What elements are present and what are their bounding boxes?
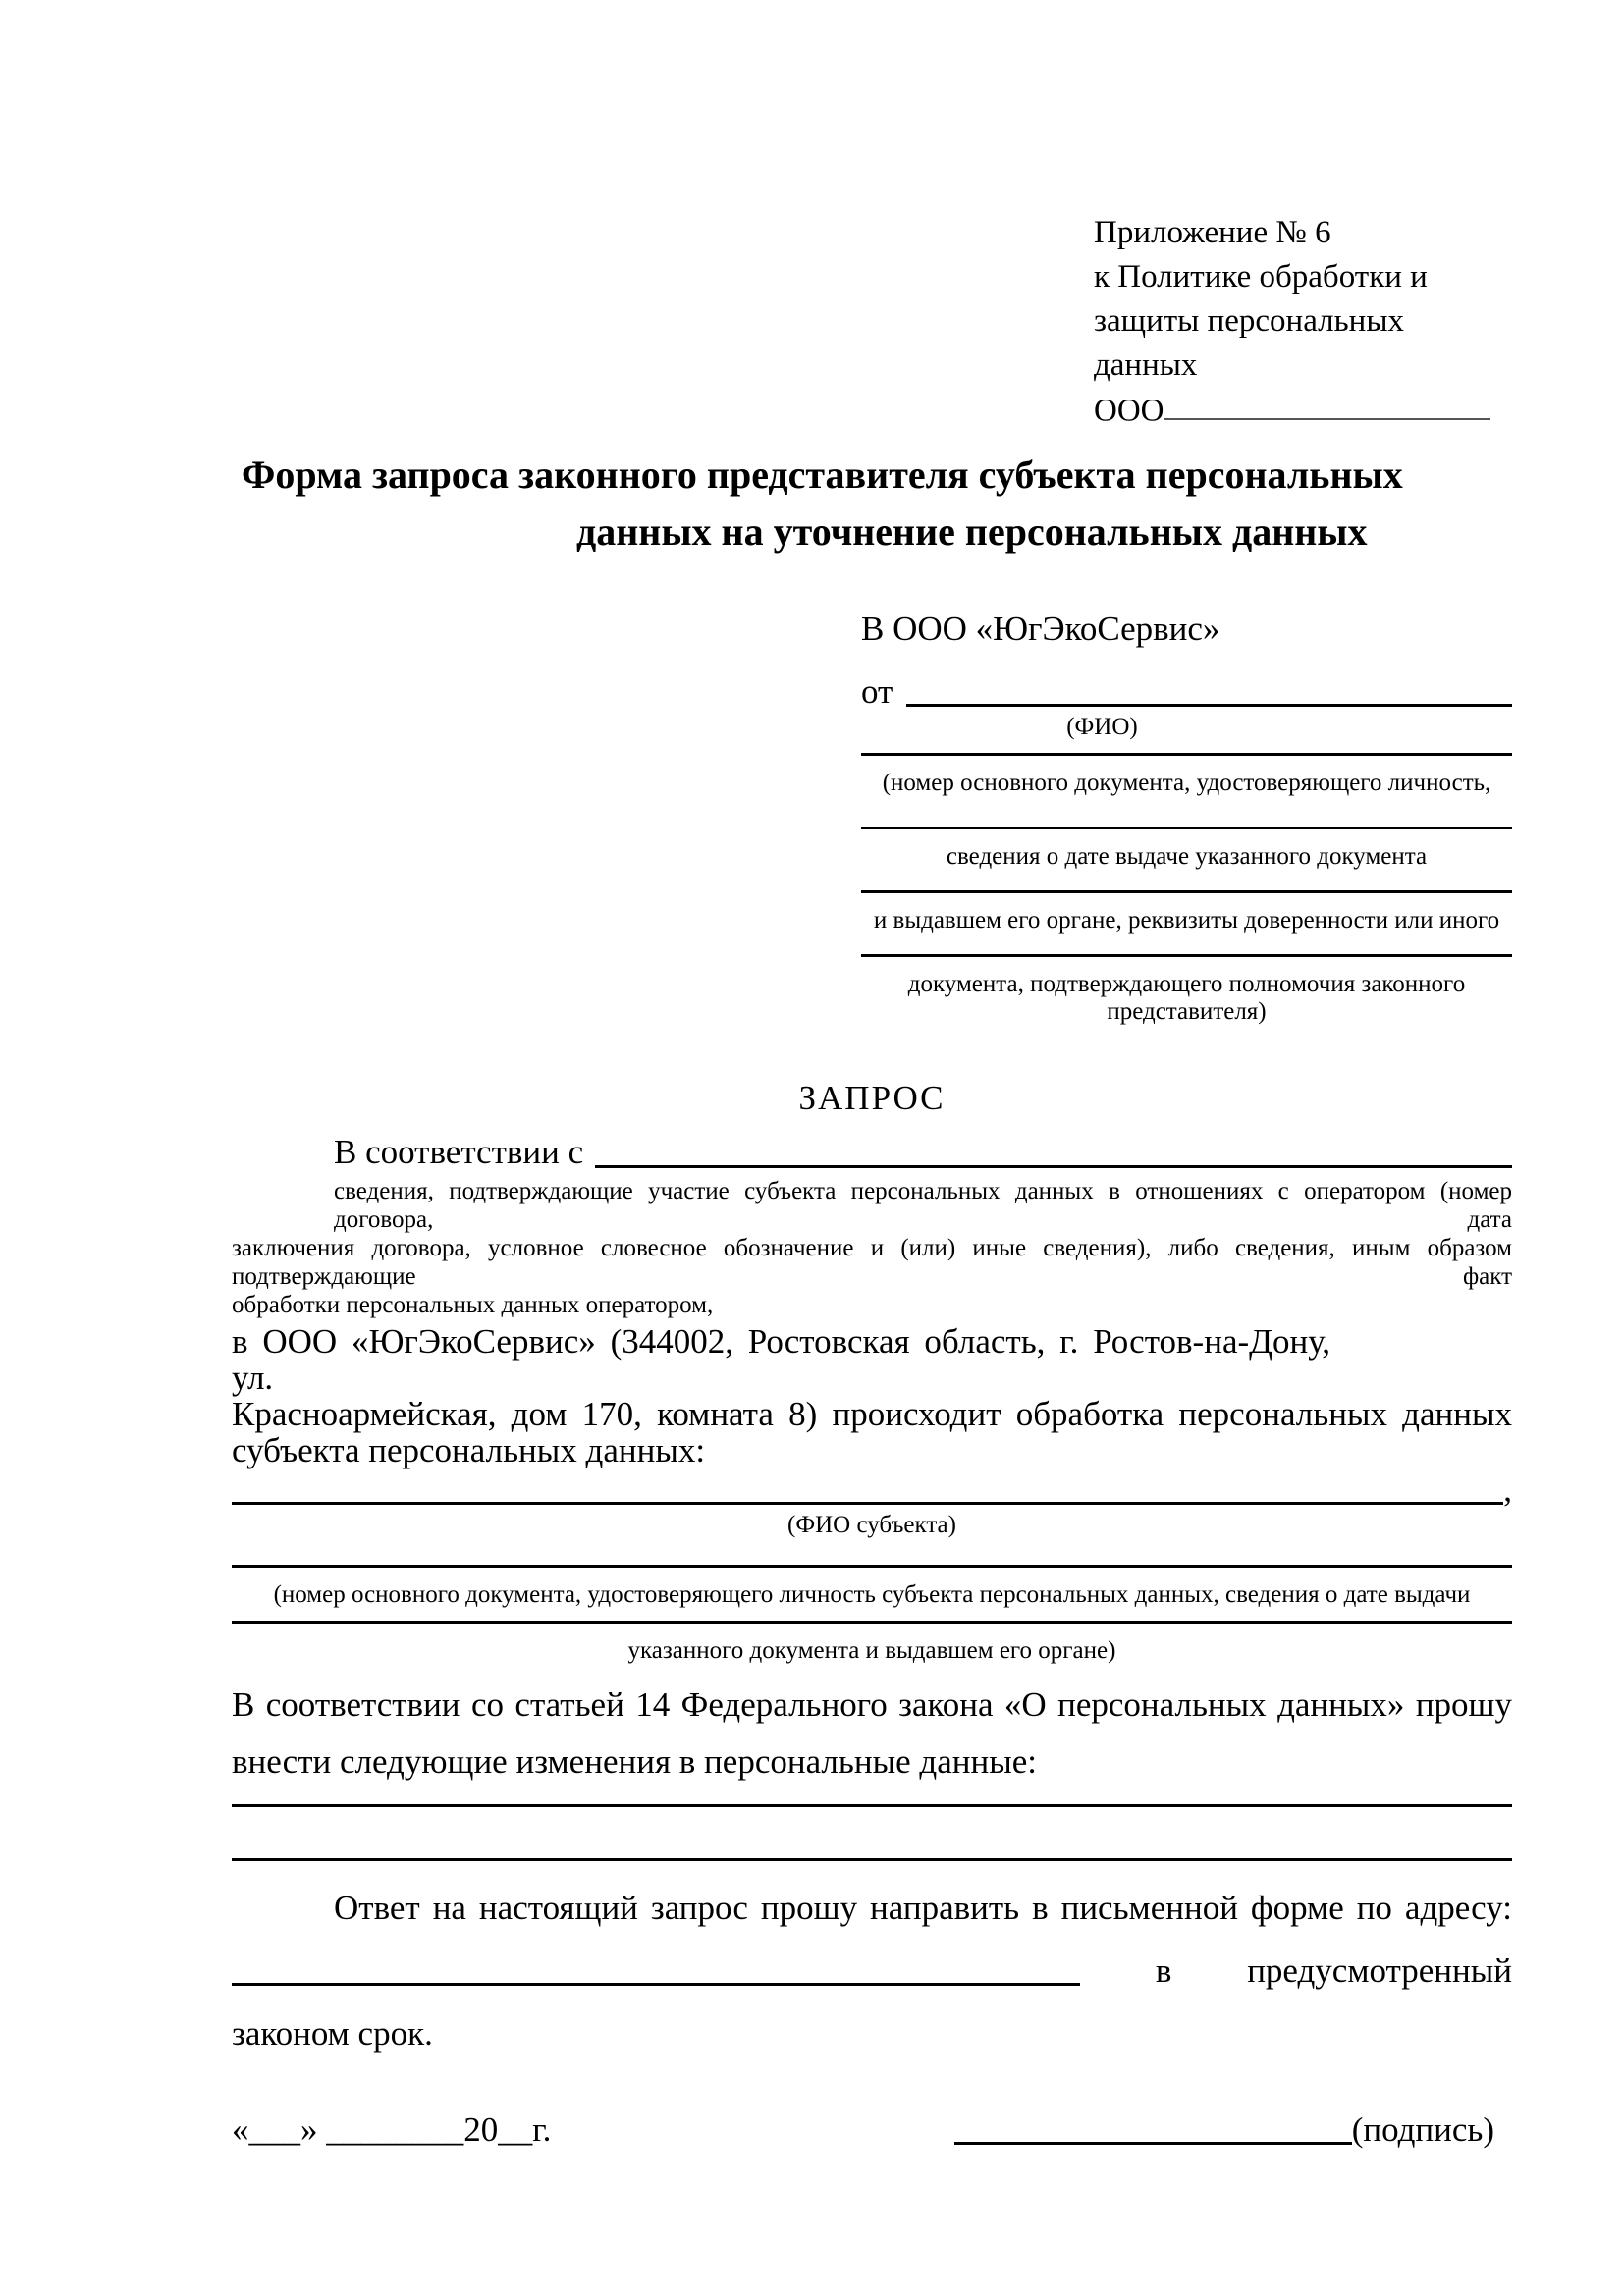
representative-doc-group-3 — [861, 890, 1512, 934]
note-line-3: обработки персональных данных оператором, — [232, 1292, 714, 1319]
response-address-row — [232, 1940, 1512, 2002]
appendix-line-3: защиты персональных данных — [1094, 303, 1404, 383]
representative-doc-caption-3: и выдавшем его органе, реквизиты доверенности или иного — [873, 907, 1500, 934]
subject-doc-caption-2: указанного документа и выдавшем его органе) — [627, 1637, 1116, 1665]
accordance-row — [232, 1130, 1512, 1175]
article-line-2: внести следующие изменения в персональные данные: — [232, 1742, 1037, 1782]
signature-group — [954, 2109, 1494, 2152]
org-name-fill-line[interactable] — [1164, 388, 1490, 420]
appendix-line-2: к Политике обработки и — [1094, 259, 1428, 294]
date-fill-text[interactable]: «___» ________20__г. — [232, 2110, 552, 2150]
subject-fio-fill-line[interactable] — [232, 1468, 1503, 1505]
org-prefix: ООО — [1094, 393, 1164, 429]
from-row — [861, 670, 1512, 714]
signature-caption: (подпись) — [1351, 2110, 1494, 2150]
appendix-org-row — [1094, 388, 1512, 433]
response-line-1: Ответ на настоящий запрос прошу направить в письменной форме по адресу: — [334, 1889, 1512, 1928]
representative-doc-caption-1: (номер основного документа, удостоверяющего личность, — [882, 770, 1491, 797]
representative-doc-group-4 — [861, 954, 1512, 1026]
representative-doc-fill-line-1[interactable] — [861, 753, 1512, 756]
from-label: от — [861, 672, 893, 712]
subject-doc-caption-1: (номер основного документа, удостоверяющего личность субъекта персональных данных, сведения о дате выдачи — [273, 1581, 1471, 1609]
fio-caption: (ФИО) — [1066, 714, 1138, 741]
response-word-term: предусмотренный — [1247, 1951, 1512, 1991]
subject-fio-row — [232, 1468, 1512, 1512]
operator-line-2: Красноармейская, дом 170, комната 8) происходит обработка персональных данных — [232, 1395, 1512, 1434]
representative-doc-caption-4: документа, подтверждающего полномочия законного представителя) — [907, 971, 1466, 1026]
trailing-comma: , — [1503, 1470, 1512, 1510]
accordance-prefix: В соответствии с — [334, 1133, 584, 1172]
footer-row — [232, 2109, 1512, 2152]
basis-fill-line[interactable] — [595, 1130, 1512, 1168]
changes-fill-line-1[interactable] — [232, 1804, 1512, 1807]
note-line-2: заключения договора, условное словесное обозначение и (или) иные сведения), либо сведения, иным образом подтверждающие факт — [232, 1235, 1512, 1291]
representative-doc-fill-line-4[interactable] — [861, 954, 1512, 957]
representative-fio-fill-line[interactable] — [906, 670, 1512, 707]
response-line-3: законом срок. — [232, 2014, 433, 2054]
representative-doc-caption-2: сведения о дате выдаче указанного документа — [946, 843, 1428, 871]
subject-doc-fill-line-2[interactable] — [232, 1621, 1512, 1624]
note-line-1: сведения, подтверждающие участие субъекта персональных данных в отношениях с оператором (номер договора, дата — [334, 1178, 1512, 1234]
subject-doc-fill-line-1[interactable] — [232, 1565, 1512, 1568]
appendix-line-1: Приложение № 6 — [1094, 215, 1331, 250]
changes-fill-line-2[interactable] — [232, 1858, 1512, 1861]
representative-doc-fill-line-2[interactable] — [861, 827, 1512, 829]
response-word-v: в — [1155, 1951, 1172, 1991]
title-line-2: данных на уточнение персональных данных — [576, 509, 1368, 555]
representative-doc-fill-line-3[interactable] — [861, 890, 1512, 893]
operator-line-3: субъекта персональных данных: — [232, 1431, 706, 1470]
representative-doc-group-2 — [861, 827, 1512, 871]
address-fill-line[interactable] — [232, 1940, 1080, 1986]
addressee-to: В ООО «ЮгЭкоСервис» — [861, 610, 1220, 649]
article-line-1: В соответствии со статьей 14 Федерального закона «О персональных данных» прошу — [232, 1685, 1512, 1725]
title-line-1: Форма запроса законного представителя субъекта персональных — [242, 453, 1403, 498]
representative-doc-group-1 — [861, 753, 1512, 797]
request-heading: ЗАПРОС — [798, 1079, 946, 1118]
operator-line-1: в ООО «ЮгЭкоСервис» (344002, Ростовская область, г. Ростов-на-Дону, ул. — [232, 1322, 1330, 1398]
appendix-block — [1094, 211, 1512, 433]
document-title — [232, 447, 1512, 561]
subject-fio-caption: (ФИО субъекта) — [787, 1512, 956, 1539]
signature-fill-line[interactable] — [954, 2109, 1352, 2145]
